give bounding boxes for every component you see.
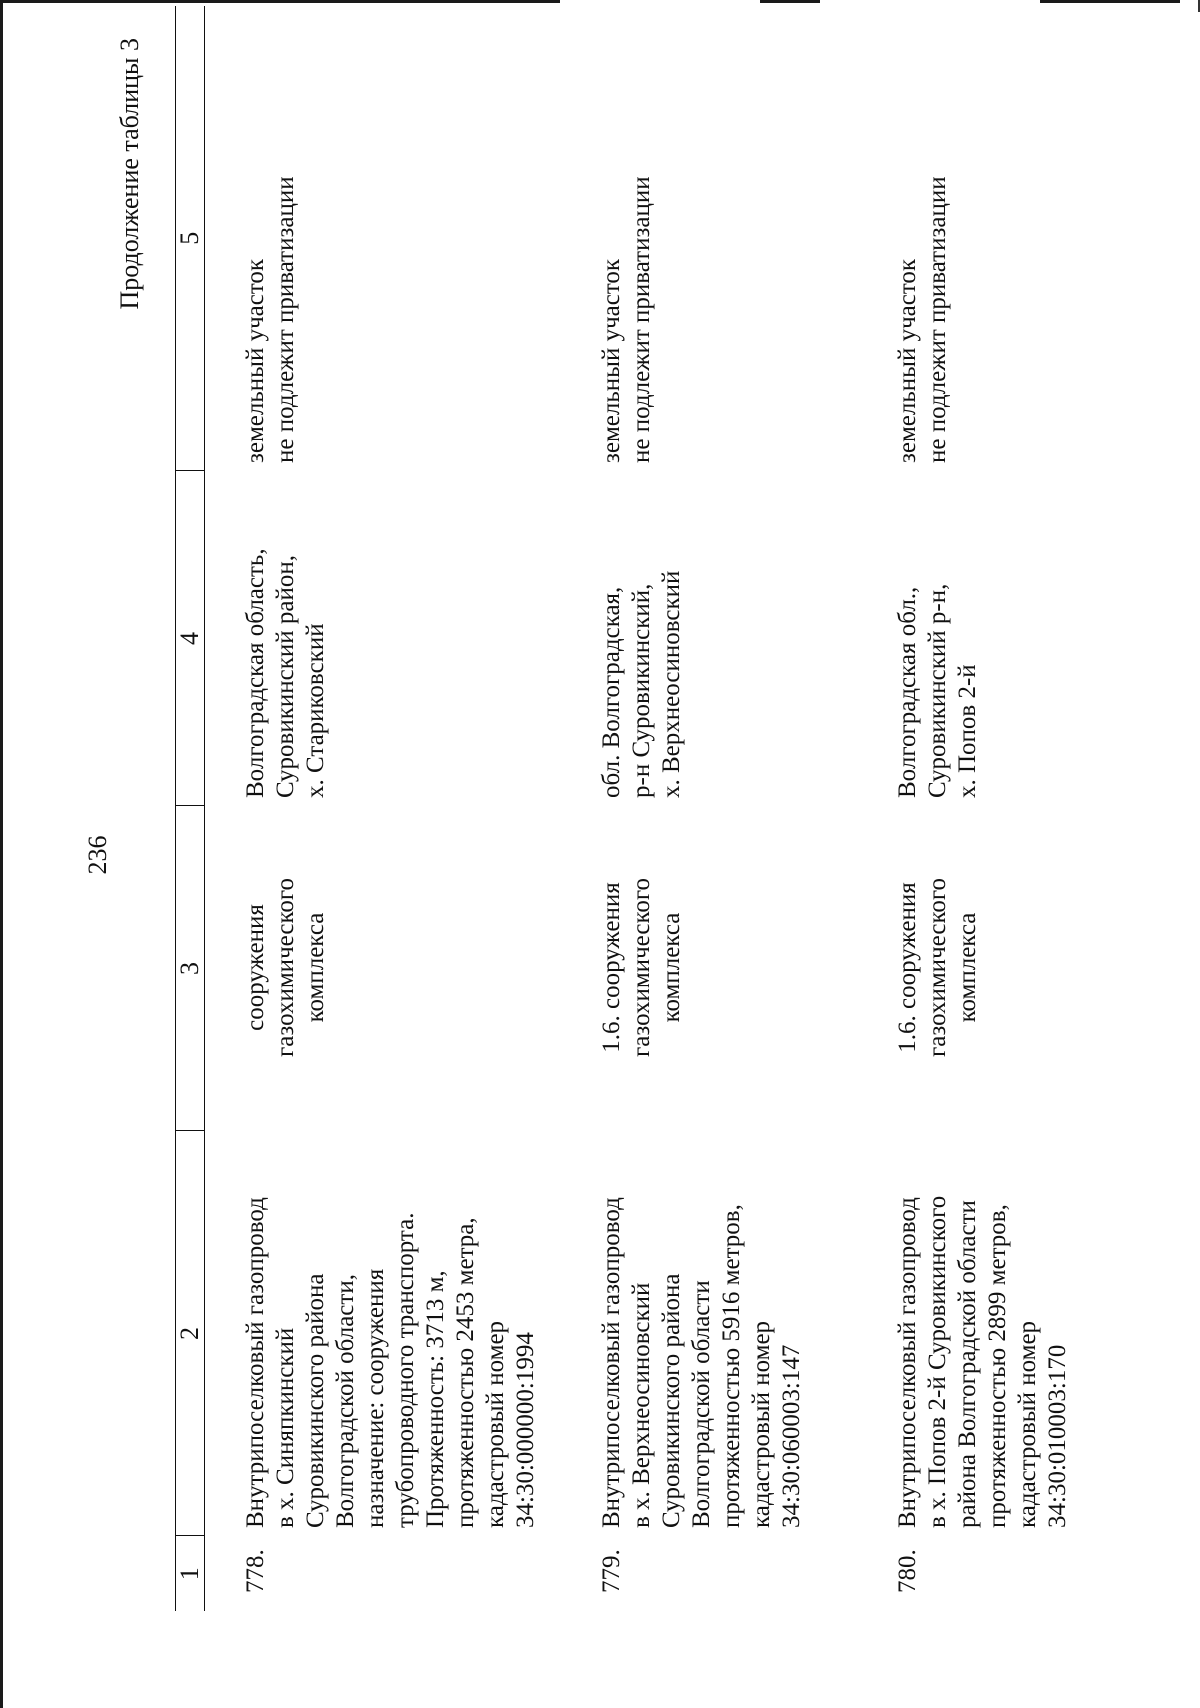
column-header: 4	[176, 471, 205, 806]
object-type: сооружения газохимического комплекса	[242, 878, 329, 1057]
table-row	[561, 6, 857, 1611]
table-row	[205, 6, 562, 1611]
column-header: 2	[176, 1131, 205, 1536]
row-number: 778.	[242, 1549, 269, 1593]
object-address: обл. Волгоградская, р-н Суровикинский, х. Верхнеосиновский	[598, 570, 685, 798]
column-number-row	[176, 6, 205, 1611]
table-caption: Продолжение таблицы 3	[115, 38, 144, 310]
object-note: земельный участок не подлежит приватизации	[242, 176, 299, 463]
object-type: 1.6. сооружения газохимического комплекса	[598, 878, 685, 1057]
column-header: 5	[176, 6, 205, 471]
object-note: земельный участок не подлежит приватизации	[598, 176, 655, 463]
object-type: 1.6. сооружения газохимического комплекса	[894, 878, 981, 1057]
table-row	[857, 6, 1138, 1611]
row-number: 779.	[598, 1549, 625, 1593]
object-name: Внутрипоселковый газопровод в х. Попов 2-й Суровикинского района Волгоградской области протяженностью 2899 метров, кадастровый номер 34:30:010003:170	[894, 1195, 1071, 1528]
page-number: 236	[83, 835, 112, 875]
property-table	[175, 6, 1138, 1611]
object-name: Внутрипоселковый газопровод в х. Синяпкинский Суровикинского района Волгоградской области, назначение: сооружения трубопроводного транспорта. Протяженность: 3713 м, протяженностью 2453 метра, кадастровый номер 34:30:000000:1994	[242, 1197, 539, 1528]
column-header: 1	[176, 1536, 205, 1611]
object-name: Внутрипоселковый газопровод в х. Верхнеосиновский Суровикинского района Волгоградской области протяженностью 5916 метров, кадастровый номер 34:30:060003:147	[598, 1197, 805, 1528]
object-address: Волгоградская область, Суровикинский район, х. Стариковский	[242, 548, 329, 798]
row-number: 780.	[894, 1549, 921, 1593]
object-address: Волгоградская обл., Суровикинский р-н, х. Попов 2-й	[894, 583, 981, 798]
object-note: земельный участок не подлежит приватизации	[894, 176, 951, 463]
column-header: 3	[176, 806, 205, 1131]
